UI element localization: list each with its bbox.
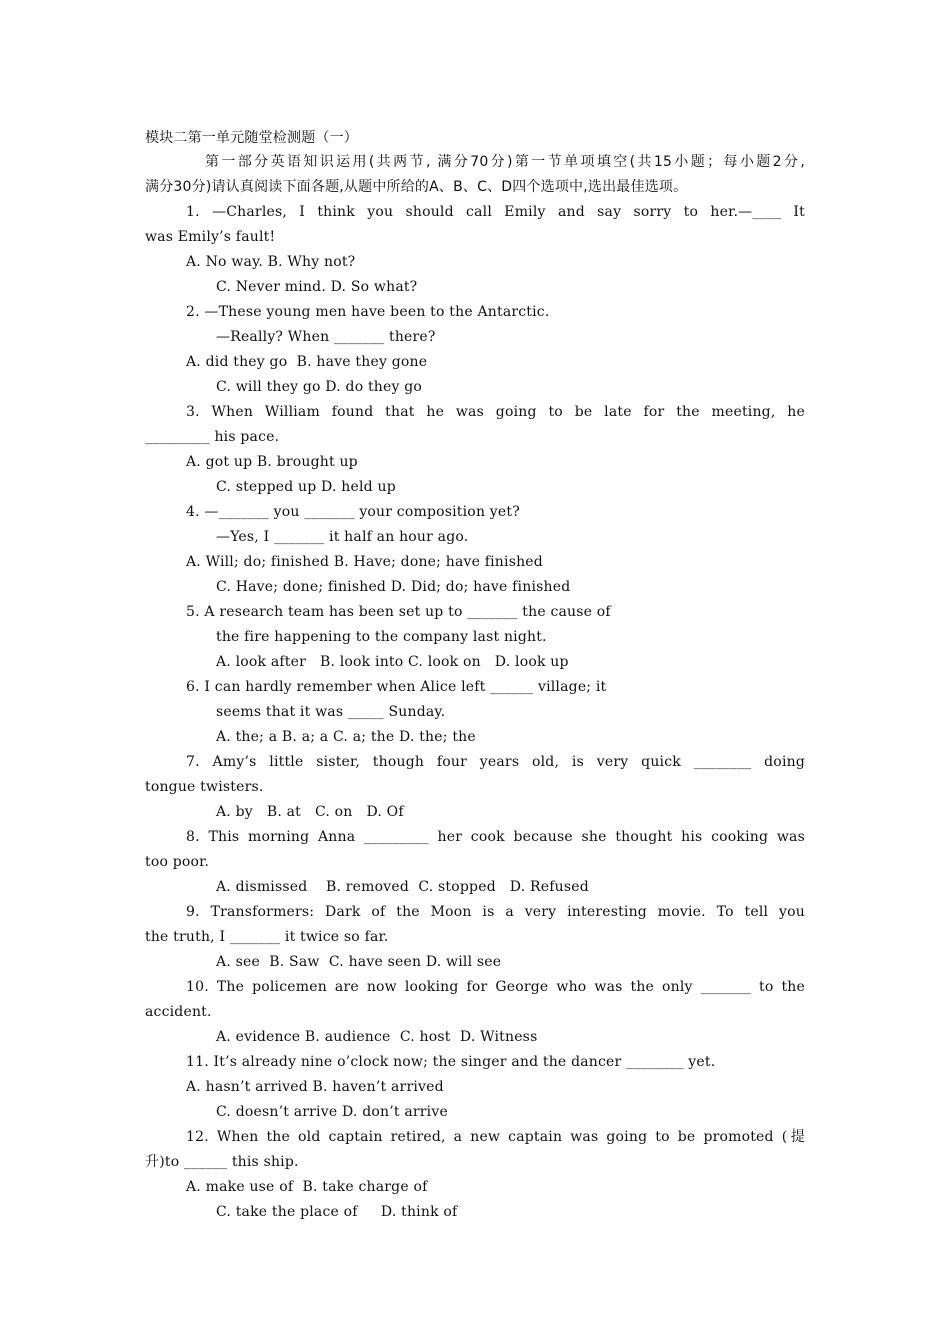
- question-5-options: A. look after B. look into C. look on D. look up: [216, 654, 569, 670]
- question-3-options-1: A. got up B. brought up: [186, 454, 358, 470]
- question-12-stem-cont: 升)to ______ this ship.: [145, 1154, 299, 1170]
- question-6-stem: 6. I can hardly remember when Alice left ______ village; it: [186, 679, 607, 695]
- question-4-stem-cont: —Yes, I _______ it half an hour ago.: [216, 529, 469, 545]
- question-5-stem: 5. A research team has been set up to _______ the cause of: [186, 604, 611, 620]
- question-10-stem-cont: accident.: [145, 1004, 212, 1020]
- question-10-options: A. evidence B. audience C. host D. Witness: [216, 1029, 538, 1045]
- document-title: 模块二第一单元随堂检测题（一）: [145, 130, 358, 146]
- question-8-stem: 8. This morning Anna _________ her cook because she thought his cooking was: [186, 829, 805, 845]
- question-12-stem: 12. When the old captain retired, a new captain was going to be promoted (提: [186, 1129, 805, 1145]
- question-8-stem-cont: too poor.: [145, 854, 210, 870]
- question-1-options-1: A. No way. B. Why not?: [186, 254, 356, 270]
- question-11-options-2: C. doesn’t arrive D. don’t arrive: [216, 1104, 448, 1120]
- question-2-options-1: A. did they go B. have they gone: [186, 354, 428, 370]
- question-1-options-2: C. Never mind. D. So what?: [216, 279, 418, 295]
- question-4-stem: 4. —_______ you _______ your composition yet?: [186, 504, 520, 520]
- question-7-stem-cont: tongue twisters.: [145, 779, 264, 795]
- question-9-stem-cont: the truth, I _______ it twice so far.: [145, 929, 389, 945]
- question-7-stem: 7. Amy’s little sister, though four years old, is very quick ________ doing: [186, 754, 805, 770]
- question-9-options: A. see B. Saw C. have seen D. will see: [216, 954, 502, 970]
- question-12-options-1: A. make use of B. take charge of: [186, 1179, 428, 1195]
- question-6-options: A. the; a B. a; a C. a; the D. the; the: [216, 729, 476, 745]
- question-2-stem-cont: —Really? When _______ there?: [216, 329, 436, 345]
- question-2-options-2: C. will they go D. do they go: [216, 379, 423, 395]
- question-11-stem: 11. It’s already nine o’clock now; the singer and the dancer ________ yet.: [186, 1054, 716, 1070]
- question-2-stem: 2. —These young men have been to the Antarctic.: [186, 304, 550, 320]
- intro-line-2: 满分30分)请认真阅读下面各题,从题中所给的A、B、C、D四个选项中,选出最佳选项。: [145, 179, 688, 195]
- intro-line-1: 第一部分英语知识运用(共两节, 满分70分)第一节单项填空(共15小题；每小题2分,: [205, 154, 805, 170]
- question-5-stem-cont: the fire happening to the company last night.: [216, 629, 547, 645]
- question-8-options: A. dismissed B. removed C. stopped D. Refused: [216, 879, 589, 895]
- question-4-options-2: C. Have; done; finished D. Did; do; have finished: [216, 579, 571, 595]
- question-9-stem: 9. Transformers: Dark of the Moon is a very interesting movie. To tell you: [186, 904, 805, 920]
- question-1-stem: 1. —Charles, I think you should call Emily and say sorry to her.—____ It: [186, 204, 805, 220]
- question-3-stem-cont: _________ his pace.: [145, 429, 280, 445]
- question-11-options-1: A. hasn’t arrived B. haven’t arrived: [186, 1079, 444, 1095]
- question-12-options-2: C. take the place of D. think of: [216, 1204, 458, 1220]
- question-1-stem-cont: was Emily’s fault!: [145, 229, 276, 245]
- question-3-options-2: C. stepped up D. held up: [216, 479, 396, 495]
- question-3-stem: 3. When William found that he was going to be late for the meeting, he: [186, 404, 805, 420]
- question-7-options: A. by B. at C. on D. Of: [216, 804, 404, 820]
- question-10-stem: 10. The policemen are now looking for George who was the only _______ to the: [186, 979, 805, 995]
- question-4-options-1: A. Will; do; finished B. Have; done; have finished: [186, 554, 543, 570]
- question-6-stem-cont: seems that it was _____ Sunday.: [216, 704, 446, 720]
